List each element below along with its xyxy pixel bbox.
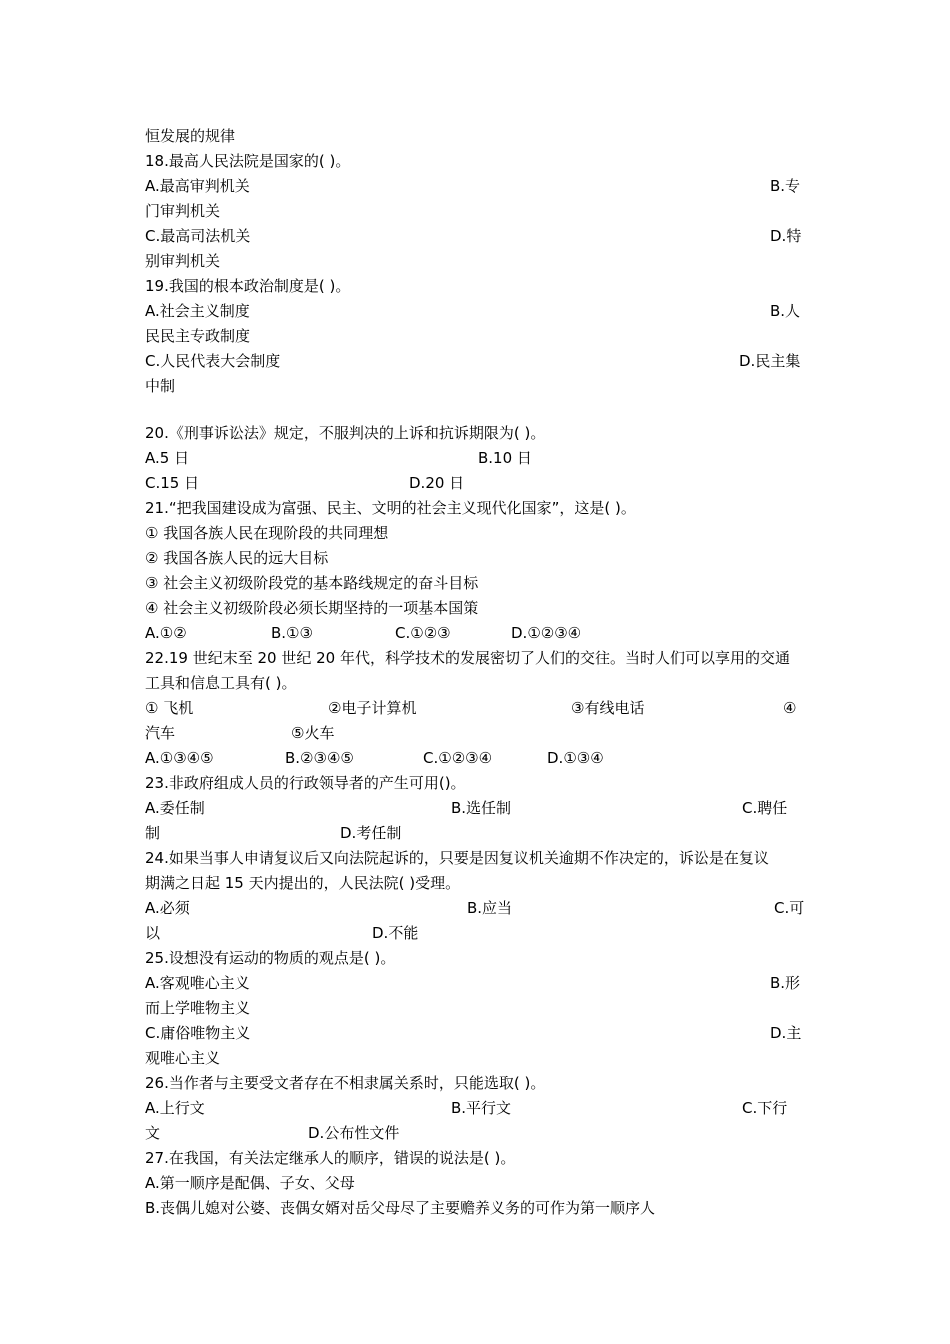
option-a: A.客观唯心主义 [145, 974, 250, 992]
option-c-continued: 制 [145, 824, 161, 842]
option-a: A.必须 [145, 899, 190, 917]
option-b: B.10 日 [478, 449, 532, 467]
option-b: B.①③ [271, 624, 313, 642]
option-c: C.可 [774, 899, 805, 917]
question-stem: 27.在我国，有关法定继承人的顺序，错误的说法是( )。 [145, 1149, 516, 1167]
option-b: B.应当 [467, 899, 513, 917]
statement-1: ① 飞机 [145, 699, 194, 717]
option-continuation: 民民主专政制度 [145, 327, 251, 345]
question-stem: 19.我国的根本政治制度是( )。 [145, 277, 351, 295]
option-c: C.15 日 [145, 474, 200, 492]
option-a: A.5 日 [145, 449, 190, 467]
option-b: B.②③④⑤ [285, 749, 354, 767]
question-stem: 22.19 世纪末至 20 世纪 20 年代，科学技术的发展密切了人们的交往。当时人们可以享用的交通 [145, 649, 790, 667]
option-d: D.主 [770, 1024, 802, 1042]
option-a: A.第一顺序是配偶、子女、父母 [145, 1174, 355, 1192]
option-b: B.平行文 [451, 1099, 512, 1117]
statement-text: ③ 社会主义初级阶段党的基本路线规定的奋斗目标 [145, 574, 479, 592]
option-c: C.庸俗唯物主义 [145, 1024, 251, 1042]
option-continuation: 中制 [145, 377, 176, 395]
option-b: B.选任制 [451, 799, 512, 817]
option-c-continued: 以 [145, 924, 161, 942]
statement-3: ③有线电话 [571, 699, 645, 717]
question-stem: 26.当作者与主要受文者存在不相隶属关系时，只能选取( )。 [145, 1074, 546, 1092]
option-a: A.委任制 [145, 799, 205, 817]
option-c: C.①②③④ [423, 749, 493, 767]
option-a: A.最高审判机关 [145, 177, 250, 195]
option-c-continued: 文 [145, 1124, 161, 1142]
statement-2: ②电子计算机 [328, 699, 417, 717]
option-continuation: 别审判机关 [145, 252, 221, 270]
question-stem-continued: 期满之日起 15 天内提出的，人民法院( )受理。 [145, 874, 461, 892]
option-continuation: 门审判机关 [145, 202, 221, 220]
question-stem: 20.《刑事诉讼法》规定，不服判决的上诉和抗诉期限为( )。 [145, 424, 546, 442]
option-continuation: 而上学唯物主义 [145, 999, 251, 1017]
option-d: D.20 日 [409, 474, 465, 492]
option-a: A.①③④⑤ [145, 749, 214, 767]
option-d: D.考任制 [340, 824, 402, 842]
option-d: D.①③④ [547, 749, 604, 767]
question-stem: 23.非政府组成人员的行政领导者的产生可用()。 [145, 774, 466, 792]
statement-text: ② 我国各族人民的远大目标 [145, 549, 329, 567]
option-a: A.①② [145, 624, 187, 642]
option-b: B.人 [770, 302, 801, 320]
option-d: D.公布性文件 [308, 1124, 400, 1142]
statement-text: ① 我国各族人民在现阶段的共同理想 [145, 524, 389, 542]
option-c: C.人民代表大会制度 [145, 352, 281, 370]
option-a: A.上行文 [145, 1099, 205, 1117]
option-c: C.下行 [742, 1099, 788, 1117]
question-stem-continued: 工具和信息工具有( )。 [145, 674, 297, 692]
option-c: C.聘任 [742, 799, 788, 817]
statement-text: ④ 社会主义初级阶段必须长期坚持的一项基本国策 [145, 599, 479, 617]
option-continuation: 观唯心主义 [145, 1049, 221, 1067]
continuation-text: 恒发展的规律 [145, 127, 236, 145]
question-stem: 25.设想没有运动的物质的观点是( )。 [145, 949, 396, 967]
question-stem: 24.如果当事人申请复议后又向法院起诉的，只要是因复议机关逾期不作决定的，诉讼是在复议 [145, 849, 769, 867]
option-c: C.最高司法机关 [145, 227, 251, 245]
option-d: D.特 [770, 227, 802, 245]
question-stem: 18.最高人民法院是国家的( )。 [145, 152, 351, 170]
statement-4: ④ [783, 699, 797, 717]
option-b: B.专 [770, 177, 801, 195]
option-b: B.丧偶儿媳对公婆、丧偶女婿对岳父母尽了主要赡养义务的可作为第一顺序人 [145, 1199, 656, 1217]
option-d: D.民主集 [739, 352, 801, 370]
option-a: A.社会主义制度 [145, 302, 250, 320]
statement-5: ⑤火车 [291, 724, 335, 742]
option-c: C.①②③ [395, 624, 451, 642]
question-stem: 21.“把我国建设成为富强、民主、文明的社会主义现代化国家”，这是( )。 [145, 499, 636, 517]
option-b: B.形 [770, 974, 801, 992]
option-d: D.不能 [372, 924, 419, 942]
statement-4-continued: 汽车 [145, 724, 176, 742]
option-d: D.①②③④ [511, 624, 582, 642]
